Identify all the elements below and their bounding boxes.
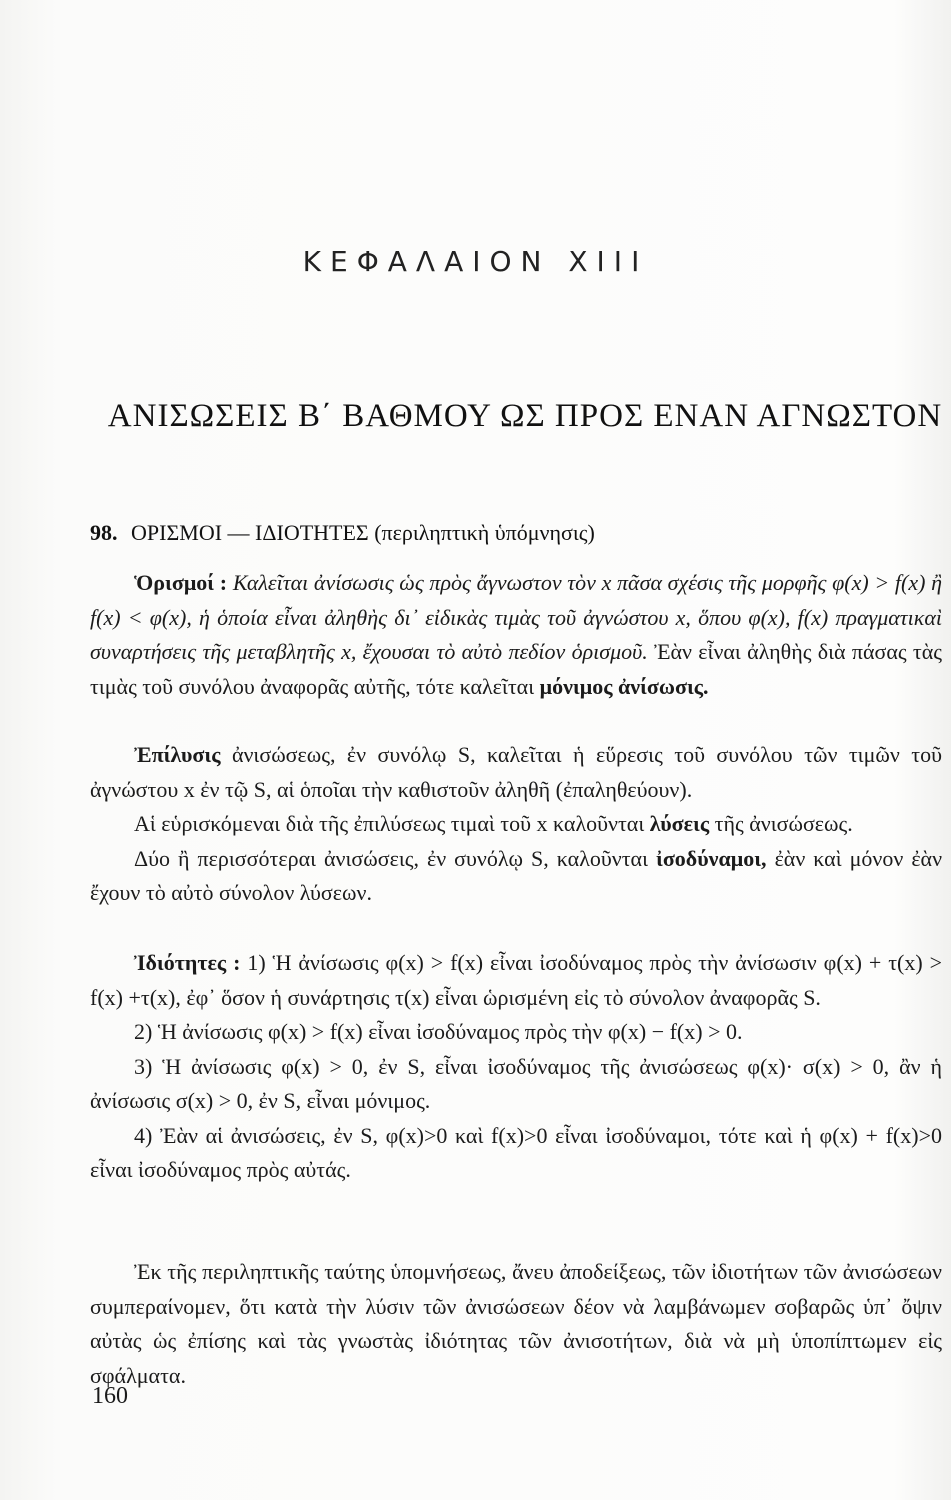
section-number: 98. — [90, 520, 118, 545]
solutions-text: Αἱ εὑρισκόμεναι διὰ τῆς ἐπιλύσεως τιμαὶ τοῦ x καλοῦνται — [134, 811, 645, 836]
definitions-text: Ἐὰν εἶναι ἀληθὴς διὰ πάσας τὰς τιμὰς τοῦ συνόλου ἀναφορᾶς αὐτῆς, τότε καλεῖται — [90, 639, 942, 699]
solution-label: Ἐπίλυσις — [134, 742, 221, 767]
properties-label: Ἰδιότητες : — [134, 950, 241, 975]
chapter-title: ΑΝΙΣΩΣΕΙΣ Β΄ ΒΑΘΜΟΥ ΩΣ ΠΡΟΣ ΕΝΑΝ ΑΓΝΩΣΤΟΝ — [107, 398, 943, 434]
solutions-paragraph — [90, 807, 942, 842]
equivalent-bold-term: ἰσοδύναμοι, — [656, 845, 767, 871]
definitions-paragraph — [90, 566, 942, 704]
property-1-text: 1) Ἡ ἀνίσωσις φ(x) > f(x) εἶναι ἰσοδύναμος πρὸς τὴν ἀνίσωσιν φ(x) + τ(x) > f(x) +τ(x), ἐφ᾽ ὅσον ἡ συνάρτησις τ(x) εἶναι ὡρισμένη εἰς τὸ σύνολον ἀναφορᾶς S. — [90, 950, 942, 1010]
equivalent-paragraph — [90, 842, 942, 911]
section-heading-text: ΟΡΙΣΜΟΙ — ΙΔΙΟΤΗΤΕΣ (περιληπτικὴ ὑπόμνησις) — [131, 520, 595, 545]
equivalent-text: Δύο ἢ περισσότεραι ἀνισώσεις, ἐν συνόλῳ S, καλοῦνται — [134, 845, 648, 871]
section-heading — [90, 520, 595, 546]
definitions-label: Ὁρισμοί : — [134, 570, 228, 595]
solutions-text-end: τῆς ἀνισώσεως. — [714, 811, 853, 836]
definitions-bold-term: μόνιμος ἀνίσωσις. — [539, 673, 709, 699]
definitions-italic-text: Καλεῖται ἀνίσωσις ὡς πρὸς ἄγνωστον τὸν x πᾶσα σχέσις τῆς μορφῆς φ(x) > f(x) ἢ f(x) < φ(x), ἡ ὁποία εἶναι ἀληθὴς δι᾽ εἰδικὰς τιμὰς τοῦ ἀγνώστου x, ὅπου φ(x), f(x) πραγματικαὶ συναρτήσεις τῆς μεταβλητῆς x, ἔχουσαι τὸ αὐτὸ πεδίον ὁρισμοῦ. — [90, 570, 943, 664]
chapter-heading: ΚΕΦΑΛΑΙΟΝ XIII — [302, 245, 649, 278]
property-2: 2) Ἡ ἀνίσωσις φ(x) > f(x) εἶναι ἰσοδύναμος πρὸς τὴν φ(x) − f(x) > 0. — [134, 1019, 743, 1044]
equivalent-text-end: ἐὰν καὶ μόνον ἐὰν ἔχουν τὸ αὐτὸ σύνολον λύσεων. — [90, 845, 943, 905]
property-1 — [90, 946, 942, 1015]
solution-text: ἀνισώσεως, ἐν συνόλῳ S, καλεῖται ἡ εὕρεσις τοῦ συνόλου τῶν τιμῶν τοῦ ἀγνώστου x ἐν τῷ S, αἱ ὁποῖαι τὴν καθιστοῦν ἀληθῆ (ἐπαληθεύουν). — [90, 742, 943, 802]
closing-text: Ἐκ τῆς περιληπτικῆς ταύτης ὑπομνήσεως, ἄνευ ἀποδείξεως, τῶν ἰδιοτήτων τῶν ἀνισώσεων συμπεραίνομεν, ὅτι κατὰ τὴν λύσιν τῶν ἀνισώσεων δέον νὰ λαμβάνωμεν σοβαρῶς ὑπ᾽ ὄψιν αὐτὰς ὡς ἐπίσης καὶ τὰς γνωστὰς ἰδιότητας τῶν ἀνισοτήτων, διὰ νὰ μὴ ὑποπίπτωμεν εἰς σφάλματα. — [90, 1259, 942, 1388]
page-number: 160 — [92, 1383, 128, 1409]
properties-block — [90, 946, 942, 1188]
solutions-bold-term: λύσεις — [649, 811, 710, 836]
property-4: 4) Ἐὰν αἱ ἀνισώσεις, ἐν S, φ(x)>0 καὶ f(x)>0 εἶναι ἰσοδύναμοι, τότε καὶ ἡ φ(x) + f(x)>0 εἶναι ἰσοδύναμος πρὸς αὐτάς. — [90, 1122, 942, 1182]
property-3: 3) Ἡ ἀνίσωσις φ(x) > 0, ἐν S, εἶναι ἰσοδύναμος τῆς ἀνισώσεως φ(x)· σ(x) > 0, ἂν ἡ ἀνίσωσις σ(x) > 0, ἐν S, εἶναι μόνιμος. — [90, 1053, 942, 1113]
closing-paragraph — [90, 1255, 942, 1393]
solution-paragraph — [90, 738, 942, 807]
solution-block — [90, 738, 942, 911]
